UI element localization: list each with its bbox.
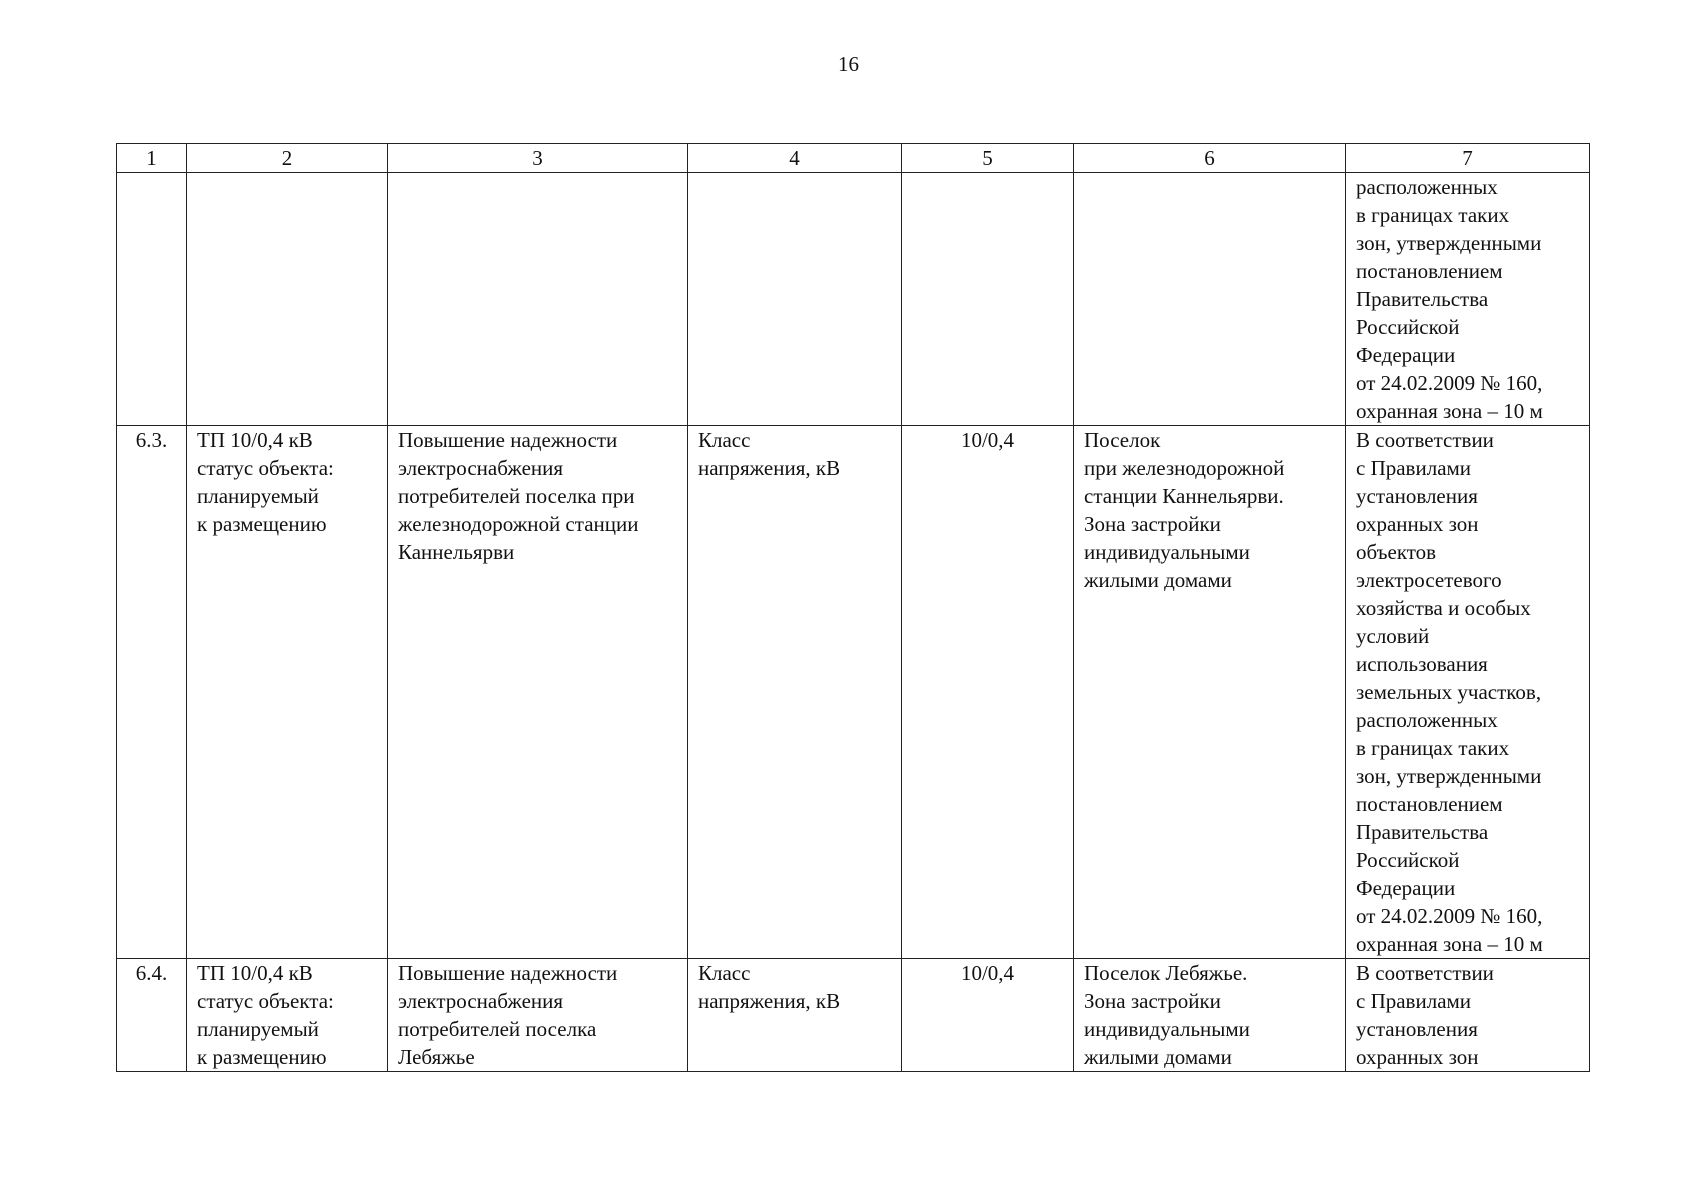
- zone-cell: В соответствии с Правилами установления охранных зон: [1346, 959, 1590, 1072]
- value-cell: 10/0,4: [902, 959, 1074, 1072]
- characteristic-cell: Класс напряжения, кВ: [688, 426, 902, 959]
- page-number: 16: [838, 52, 859, 76]
- table-row: [117, 426, 1590, 959]
- objects-table: [116, 143, 1590, 1072]
- header-col-1: 1: [117, 144, 187, 173]
- header-row: [117, 144, 1590, 173]
- object-cell: [187, 173, 388, 426]
- value-cell: [902, 173, 1074, 426]
- table-row: [117, 959, 1590, 1072]
- location-cell: Поселок Лебяжье. Зона застройки индивидуальными жилыми домами: [1074, 959, 1346, 1072]
- table-header: [117, 144, 1590, 173]
- header-col-2: 2: [187, 144, 388, 173]
- value-cell: 10/0,4: [902, 426, 1074, 959]
- header-col-6: 6: [1074, 144, 1346, 173]
- row-number-cell: 6.3.: [117, 426, 187, 959]
- characteristic-cell: Класс напряжения, кВ: [688, 959, 902, 1072]
- purpose-cell: Повышение надежности электроснабжения потребителей поселка при железнодорожной станции Каннельярви: [388, 426, 688, 959]
- header-col-7: 7: [1346, 144, 1590, 173]
- header-col-4: 4: [688, 144, 902, 173]
- table-row: [117, 173, 1590, 426]
- location-cell: Поселок при железнодорожной станции Каннельярви. Зона застройки индивидуальными жилыми домами: [1074, 426, 1346, 959]
- purpose-cell: Повышение надежности электроснабжения потребителей поселка Лебяжье: [388, 959, 688, 1072]
- row-number-cell: 6.4.: [117, 959, 187, 1072]
- characteristic-cell: [688, 173, 902, 426]
- zone-cell: расположенных в границах таких зон, утвержденными постановлением Правительства Российской Федерации от 24.02.2009 № 160, охранная зона – 10 м: [1346, 173, 1590, 426]
- purpose-cell: [388, 173, 688, 426]
- zone-cell: В соответствии с Правилами установления охранных зон объектов электросетевого хозяйства и особых условий использования земельных участков, расположенных в границах таких зон, утвержденными постановлением Правительства Российской Федерации от 24.02.2009 № 160, охранная зона – 10 м: [1346, 426, 1590, 959]
- location-cell: [1074, 173, 1346, 426]
- header-col-3: 3: [388, 144, 688, 173]
- object-cell: ТП 10/0,4 кВ статус объекта: планируемый к размещению: [187, 426, 388, 959]
- object-cell: ТП 10/0,4 кВ статус объекта: планируемый к размещению: [187, 959, 388, 1072]
- header-col-5: 5: [902, 144, 1074, 173]
- row-number-cell: [117, 173, 187, 426]
